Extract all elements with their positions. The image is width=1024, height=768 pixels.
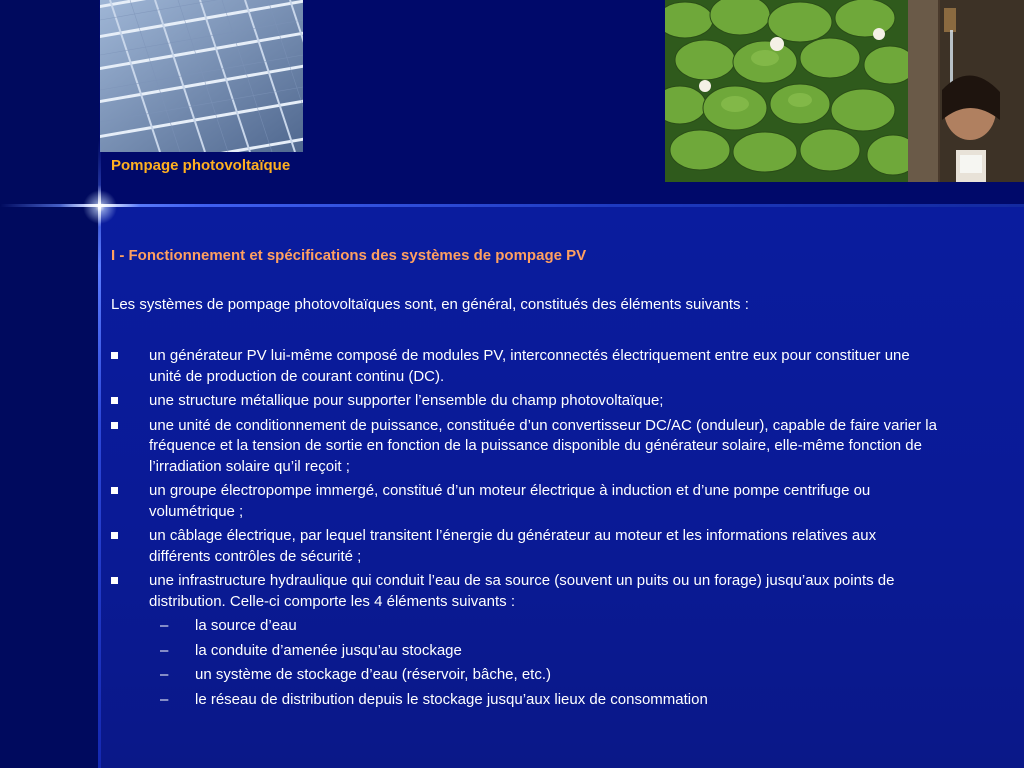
slide-title: Pompage photovoltaïque — [111, 157, 291, 174]
vertical-accent-line — [98, 140, 101, 768]
list-item — [111, 346, 1024, 387]
sub-list-item — [149, 690, 1024, 711]
solar-panels-photo — [100, 0, 303, 152]
square-bullet-icon — [111, 532, 118, 539]
list-item-line: un groupe électropompe immergé, constitué d’un moteur électrique à induction et d’une pompe centrifuge ou — [149, 482, 871, 499]
sub-list-item-text: le réseau de distribution depuis le stockage jusqu’aux lieux de consommation — [195, 690, 708, 708]
square-bullet-icon — [111, 352, 118, 359]
dash-bullet: – — [160, 690, 169, 708]
dash-bullet: – — [160, 641, 169, 659]
list-item-line: l’irradiation solaire qu’il reçoit ; — [149, 457, 350, 475]
list-item — [111, 571, 1024, 710]
dash-bullet: – — [160, 617, 169, 634]
square-bullet-icon — [111, 397, 118, 404]
list-item-line: un générateur PV lui-même composé de modules PV, interconnectés électriquement entre eux pour constituer une — [149, 347, 910, 364]
list-item — [111, 416, 1024, 478]
list-item-line: une structure métallique pour supporter l’ensemble du champ photovoltaïque; — [149, 392, 664, 409]
sub-list-item — [149, 616, 1024, 637]
section-heading: I - Fonctionnement et spécifications des systèmes de pompage PV — [111, 247, 587, 264]
list-item-line: volumétrique ; — [149, 502, 244, 520]
component-list — [111, 346, 1024, 714]
square-bullet-icon — [111, 422, 118, 429]
sub-list-item-text: la source d’eau — [195, 617, 297, 634]
hydraulic-elements-list — [149, 616, 1024, 710]
sub-list-item-text: la conduite d’amenée jusqu’au stockage — [195, 641, 462, 659]
list-item-line: différents contrôles de sécurité ; — [149, 547, 362, 565]
list-item — [111, 391, 1024, 412]
list-item-line: une infrastructure hydraulique qui conduit l’eau de sa source (souvent un puits ou un forage) jusqu’aux points de — [149, 572, 895, 589]
list-item-line: distribution. Celle-ci comporte les 4 éléments suivants : — [149, 592, 515, 610]
sub-list-item — [149, 641, 1024, 662]
square-bullet-icon — [111, 577, 118, 584]
light-flare-vertical — [98, 185, 101, 227]
list-item-line: une unité de conditionnement de puissance, constituée d’un convertisseur DC/AC (onduleur), capable de faire varier la — [149, 416, 937, 434]
list-item-line: fréquence et la tension de sortie en fonction de la puissance disponible du générateur solaire, elle-même fonction de — [149, 437, 922, 454]
horizontal-accent-line — [0, 204, 1024, 207]
list-item-line: unité de production de courant continu (DC). — [149, 367, 445, 385]
sub-list-item — [149, 665, 1024, 686]
square-bullet-icon — [111, 487, 118, 494]
list-item-line: un câblage électrique, par lequel transitent l’énergie du générateur au moteur et les informations relatives aux — [149, 527, 877, 544]
list-item — [111, 481, 1024, 522]
left-background-band — [0, 0, 99, 768]
child-drinking-photo — [908, 0, 1024, 182]
dash-bullet: – — [160, 666, 169, 683]
list-item — [111, 526, 1024, 567]
sub-list-item-text: un système de stockage d’eau (réservoir, bâche, etc.) — [195, 666, 552, 683]
water-lilies-photo — [665, 0, 908, 182]
intro-paragraph: Les systèmes de pompage photovoltaïques sont, en général, constitués des éléments suivants : — [111, 296, 749, 313]
